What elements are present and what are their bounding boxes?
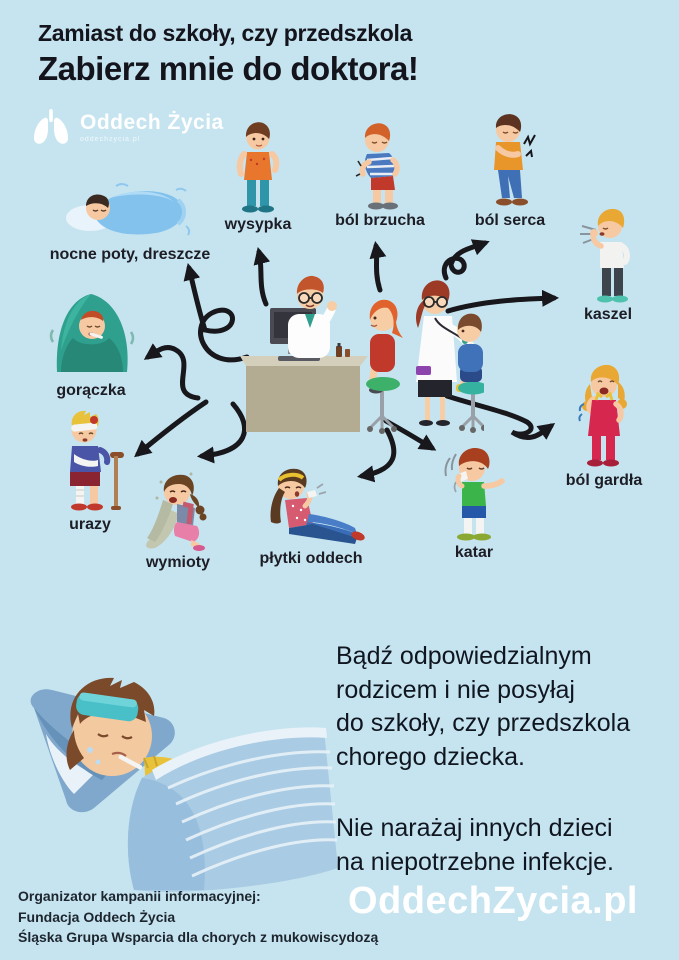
message-line: Bądź odpowiedzialnym xyxy=(336,642,592,670)
symptom-nocne-poty-dreszcze xyxy=(49,176,211,264)
shallow-breathing-child-illustration xyxy=(255,466,367,548)
symptom-bol-gardla xyxy=(552,364,656,490)
sore-throat-child-illustration xyxy=(560,364,648,470)
symptom-label: nocne poty, dreszcze xyxy=(49,246,211,263)
symptom-bol-serca xyxy=(466,114,554,230)
male-doctor xyxy=(288,276,337,358)
symptom-urazy xyxy=(42,410,138,534)
injured-child-illustration xyxy=(48,410,132,514)
fever-child-illustration xyxy=(43,290,139,380)
vomiting-child-illustration xyxy=(133,470,223,552)
message-line: rodzicem i nie posyłaj xyxy=(336,675,575,704)
message-line: do szkoły, czy przedszkola xyxy=(336,709,631,737)
lungs-icon xyxy=(30,108,72,146)
message-infections xyxy=(336,812,679,879)
symptom-label: urazy xyxy=(69,516,111,533)
medicine-bottles xyxy=(336,343,350,357)
doctor-scene-illustration xyxy=(228,270,484,440)
symptom-label: ból gardła xyxy=(565,472,643,489)
footer-line: Śląska Grupa Wsparcia dla chorych z mukowiscydozą xyxy=(18,929,379,946)
doctor-scene xyxy=(228,270,484,445)
message-responsible-parent xyxy=(336,640,679,774)
symptom-plytki-oddech xyxy=(252,466,370,568)
website-url: OddechZycia.pl xyxy=(348,880,638,922)
symptom-katar xyxy=(426,448,522,562)
logo xyxy=(30,108,224,146)
title-line2: Zabierz mnie do doktora! xyxy=(38,50,419,87)
runny-nose-child-illustration xyxy=(432,448,516,542)
boy-patient xyxy=(456,314,484,433)
chest-pain-child-illustration xyxy=(472,114,548,210)
symptom-label: kaszel xyxy=(583,306,633,323)
stomach-ache-child-illustration xyxy=(343,122,417,210)
symptom-goraczka xyxy=(36,290,146,400)
symptom-label: wymioty xyxy=(145,554,210,571)
desk xyxy=(246,366,360,432)
header xyxy=(38,20,418,88)
symptom-label: katar xyxy=(454,544,494,561)
message-line: Nie narażaj innych dzieci xyxy=(336,814,613,842)
girl-patient xyxy=(366,300,403,434)
symptom-kaszel xyxy=(562,208,654,324)
title-line1: Zamiast do szkoły, czy przedszkola xyxy=(38,20,413,46)
arrow-urazy xyxy=(138,402,206,454)
message-line: na niepotrzebne infekcje. xyxy=(336,847,614,876)
message-line: chorego dziecka. xyxy=(336,742,526,771)
logo-text: Oddech Życia xyxy=(80,110,224,134)
symptom-wymioty xyxy=(128,470,228,572)
symptom-wysypka xyxy=(220,120,296,234)
sleeping-sick-child-illustration xyxy=(0,638,342,911)
footer-line: Fundacja Oddech Życia xyxy=(18,908,176,925)
symptom-label: gorączka xyxy=(56,382,126,399)
sleeping-shivering-child-illustration xyxy=(60,176,200,244)
coughing-child-illustration xyxy=(568,208,648,304)
logo-subtext: oddechzycia.pl xyxy=(80,135,141,143)
symptom-label: ból brzucha xyxy=(335,212,425,229)
arrow-goraczka xyxy=(148,348,198,398)
symptom-label: płytki oddech xyxy=(259,550,363,567)
symptom-bol-brzucha xyxy=(336,122,424,230)
symptom-label: wysypka xyxy=(224,216,292,233)
rash-child-illustration xyxy=(227,120,289,214)
organizer-footer xyxy=(18,886,378,948)
footer-line: Organizator kampanii informacyjnej: xyxy=(18,888,261,904)
symptom-label: ból serca xyxy=(474,212,546,229)
